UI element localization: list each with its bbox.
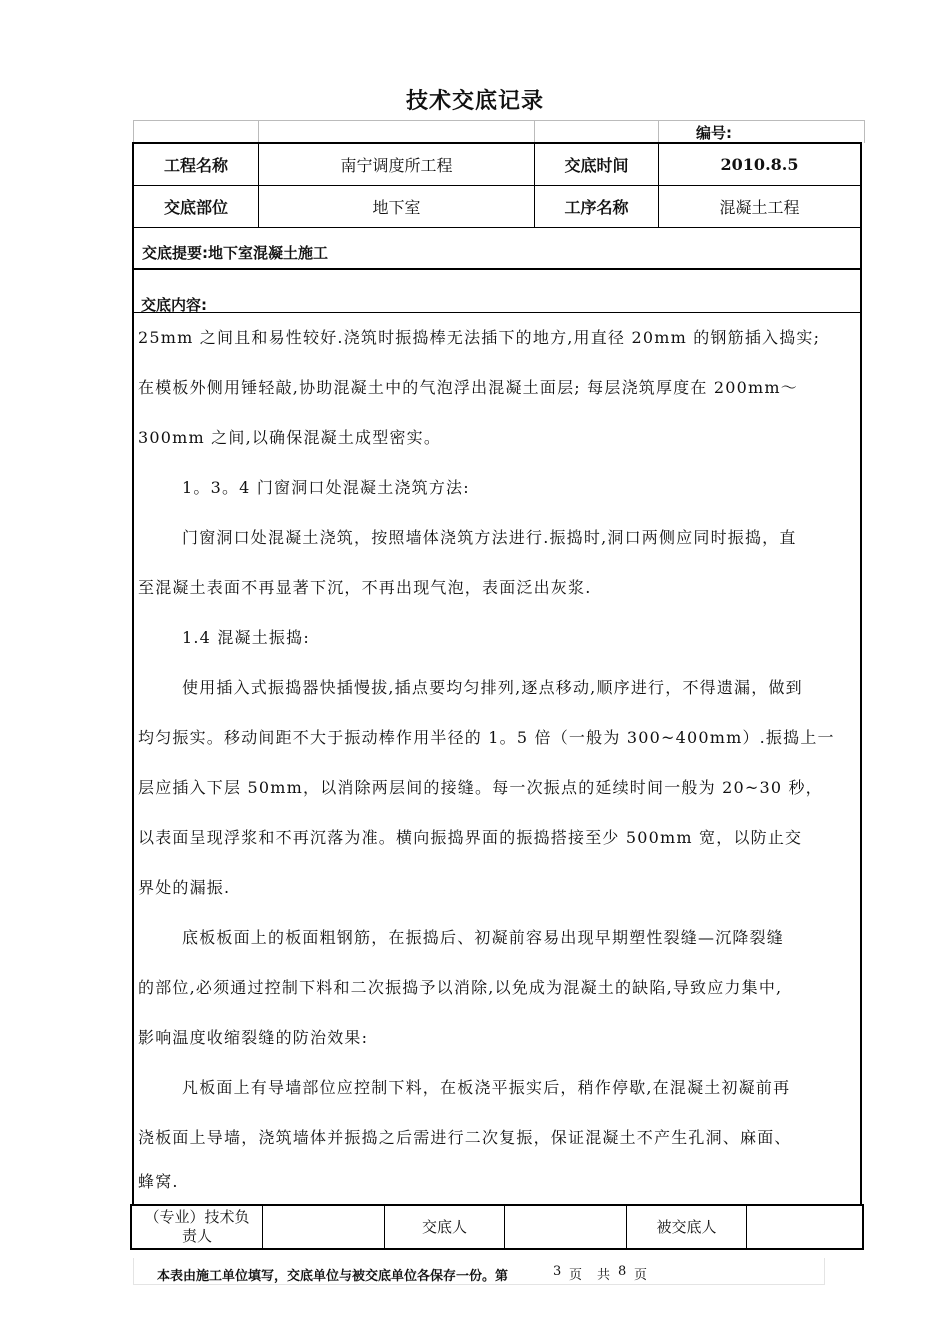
paragraph-line: 界处的漏振. <box>138 878 231 897</box>
paragraph-line: 层应插入下层 50mm，以消除两层间的接缝。每一次振点的延续时间一般为 20~30 秒， <box>138 778 823 797</box>
document-title: 技术交底记录 <box>405 89 544 114</box>
footer-note: 本表由施工单位填写，交底单位与被交底单位各保存一份。第 <box>157 1269 509 1284</box>
paragraph-line: 影响温度收缩裂缝的防治效果: <box>138 1028 369 1047</box>
page-total-prefix: 共 <box>597 1268 611 1283</box>
header-table <box>132 142 862 270</box>
project-name-label: 工程名称 <box>163 156 228 175</box>
paragraph-line: 25mm 之间且和易性较好.浇筑时振捣棒无法插下的地方,用直径 20mm 的钢筋插入捣实; <box>138 328 821 347</box>
signature-table <box>130 1204 864 1250</box>
paragraph-line: 至混凝土表面不再显著下沉，不再出现气泡，表面泛出灰浆. <box>138 578 592 597</box>
paragraph-line: 的部位,必须通过控制下料和二次振捣予以消除,以免成为混凝土的缺陷,导致应力集中, <box>138 978 783 997</box>
paragraph-line: 蜂窝. <box>138 1172 179 1191</box>
discloser-label: 交底人 <box>421 1217 467 1236</box>
paragraph-line: 凡板面上有导墙部位应控制下料，在板浇平振实后，稍作停歇,在混凝土初凝前再 <box>182 1078 791 1097</box>
page-unit: 页 <box>569 1268 583 1283</box>
paragraph-line: 以表面呈现浮浆和不再沉落为准。横向振捣界面的振捣搭接至少 500mm 宽，以防止交 <box>138 828 803 847</box>
project-name-value: 南宁调度所工程 <box>340 156 453 175</box>
recipient-signature[interactable] <box>747 1206 862 1248</box>
page-current: 3 <box>553 1264 562 1279</box>
tech-lead-label: （专业）技术负责人 <box>144 1208 250 1245</box>
summary-text: 交底提要:地下室混凝土施工 <box>142 244 328 262</box>
page-total: 8 <box>618 1264 627 1279</box>
serial-label: 编号: <box>696 124 732 142</box>
tech-lead-signature[interactable] <box>263 1206 384 1248</box>
discloser-signature[interactable] <box>505 1206 626 1248</box>
paragraph-line: 使用插入式振捣器快插慢拔,插点要均匀排列,逐点移动,顺序进行，不得遗漏，做到 <box>182 678 803 697</box>
date-label: 交底时间 <box>564 156 629 175</box>
location-value: 地下室 <box>372 198 421 217</box>
paragraph-line: 1.4 混凝土振捣: <box>182 628 310 647</box>
content-label: 交底内容: <box>141 296 207 314</box>
paragraph-line: 在模板外侧用锤轻敲,协助混凝土中的气泡浮出混凝土面层; 每层浇筑厚度在 200mm～ <box>138 378 798 397</box>
recipient-label: 被交底人 <box>656 1217 717 1236</box>
date-value: 2010.8.5 <box>720 155 799 174</box>
paragraph-line: 1。3。4 门窗洞口处混凝土浇筑方法: <box>182 478 470 497</box>
serial-row <box>133 120 865 143</box>
page-total-unit: 页 <box>634 1268 648 1283</box>
paragraph-line: 门窗洞口处混凝土浇筑，按照墙体浇筑方法进行.振捣时,洞口两侧应同时振捣，直 <box>182 528 797 547</box>
process-value: 混凝土工程 <box>719 198 800 217</box>
process-label: 工序名称 <box>564 198 629 217</box>
paragraph-line: 均匀振实。移动间距不大于振动棒作用半径的 1。5 倍（一般为 300~400mm）.振捣上一 <box>138 728 835 747</box>
paragraph-line: 300mm 之间,以确保混凝土成型密实。 <box>138 428 442 447</box>
paragraph-line: 浇板面上导墙，浇筑墙体并振捣之后需进行二次复振，保证混凝土不产生孔洞、麻面、 <box>138 1128 792 1147</box>
location-label: 交底部位 <box>163 198 228 217</box>
paragraph-line: 底板板面上的板面粗钢筋，在振捣后、初凝前容易出现早期塑性裂缝—沉降裂缝 <box>182 928 785 947</box>
